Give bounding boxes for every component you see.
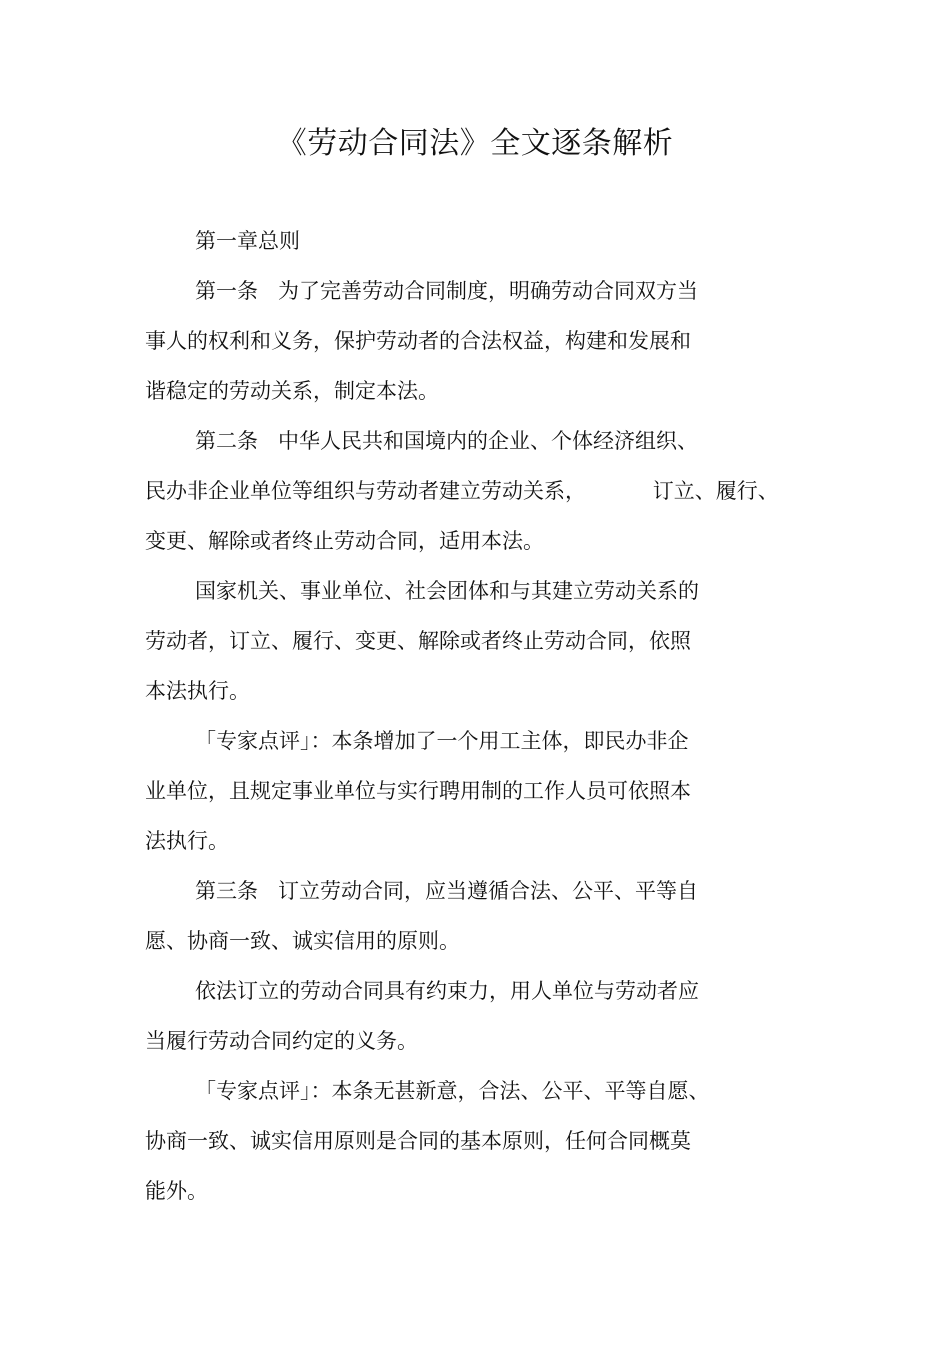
article-3-line-1: 第三条 订立劳动合同，应当遵循合法、公平、平等自: [195, 879, 699, 903]
article-3-para-2-line-1: 依法订立的劳动合同具有约束力，用人单位与劳动者应: [195, 979, 699, 1003]
expert-comment-3-line-1: 「专家点评」：本条无甚新意，合法、公平、平等自愿、: [195, 1079, 710, 1103]
article-2-line-1: 第二条 中华人民共和国境内的企业、个体经济组织、: [195, 429, 699, 453]
expert-comment-3-line-2: 协商一致、诚实信用原则是合同的基本原则，任何合同概莫: [145, 1129, 691, 1153]
article-2-para-2-line-1: 国家机关、事业单位、社会团体和与其建立劳动关系的: [195, 579, 699, 603]
article-2-para-2-line-2: 劳动者，订立、履行、变更、解除或者终止劳动合同，依照: [145, 629, 691, 653]
article-2-line-2: 民办非企业单位等组织与劳动者建立劳动关系， 订立、履行、: [145, 479, 779, 503]
article-2-line-3: 变更、解除或者终止劳动合同，适用本法。: [145, 529, 544, 553]
article-1-line-1: 第一条 为了完善劳动合同制度，明确劳动合同双方当: [195, 279, 699, 303]
article-3-para-2-line-2: 当履行劳动合同约定的义务。: [145, 1029, 418, 1053]
expert-comment-2-line-1: 「专家点评」：本条增加了一个用工主体，即民办非企: [195, 729, 689, 753]
article-1-line-2: 事人的权利和义务，保护劳动者的合法权益，构建和发展和: [145, 329, 691, 353]
article-3-line-2: 愿、协商一致、诚实信用的原则。: [145, 929, 460, 953]
chapter-heading: 第一章总则: [195, 229, 300, 253]
article-2-para-2-line-3: 本法执行。: [145, 679, 250, 703]
expert-comment-2-line-3: 法执行。: [145, 829, 229, 853]
expert-comment-2-line-2: 业单位，且规定事业单位与实行聘用制的工作人员可依照本: [145, 779, 691, 803]
document-title: 《劳动合同法》全文逐条解析: [276, 126, 674, 161]
expert-comment-3-line-3: 能外。: [145, 1179, 208, 1203]
article-1-line-3: 谐稳定的劳动关系，制定本法。: [145, 379, 439, 403]
